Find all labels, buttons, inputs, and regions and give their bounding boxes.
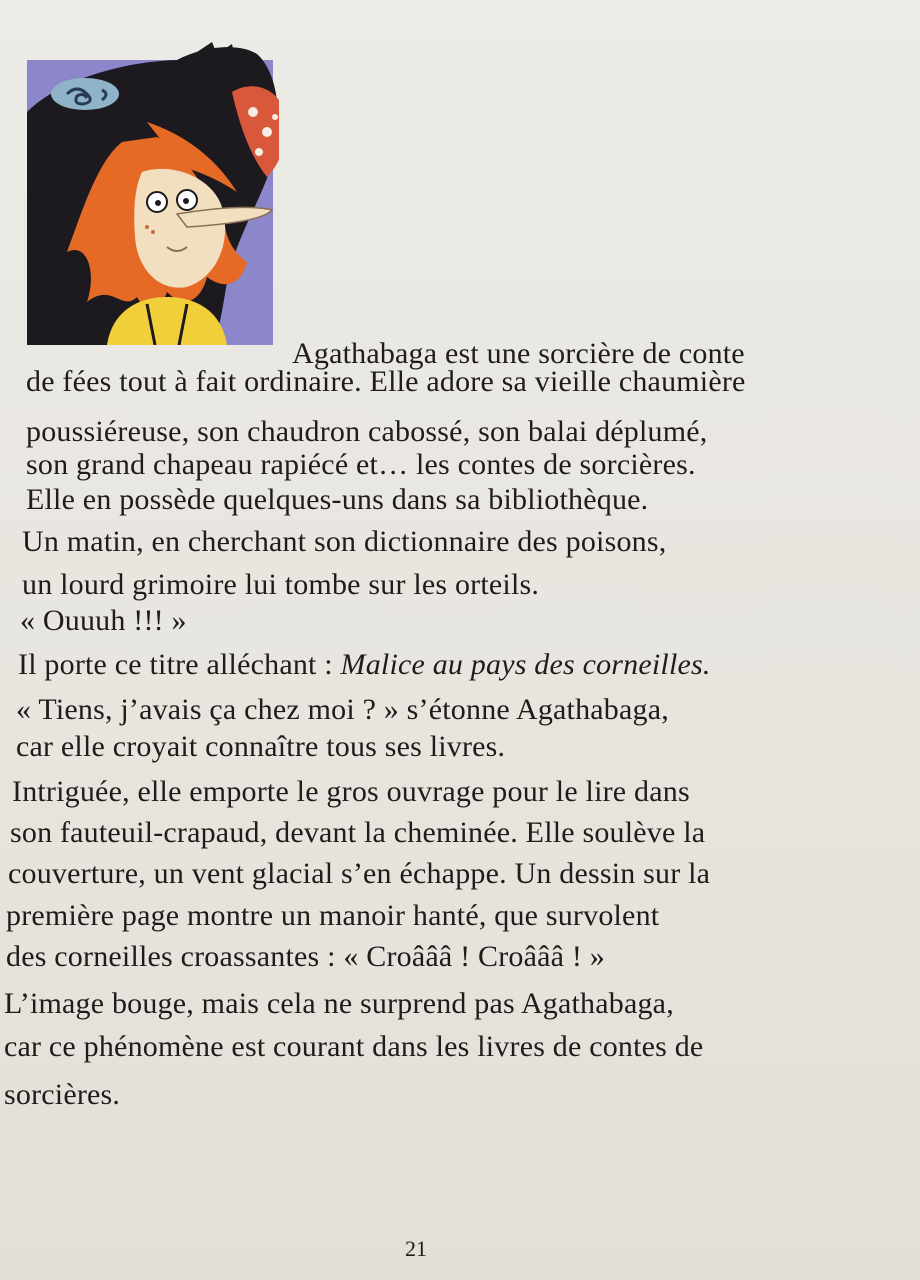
text-line-1: Agathabaga est une sorcière de conte xyxy=(292,337,745,370)
text-line-16: des corneilles croassantes : « Croâââ ! Croâââ ! » xyxy=(6,940,605,973)
text-line-19: sorcières. xyxy=(4,1078,121,1111)
text-line-6: Un matin, en cherchant son dictionnaire des poisons, xyxy=(22,525,667,558)
text-line-18: car ce phénomène est courant dans les livres de contes de xyxy=(4,1030,704,1063)
text-line-4: son grand chapeau rapiécé et… les contes de sorcières. xyxy=(26,448,696,481)
text-line-13: son fauteuil-crapaud, devant la cheminée. Elle soulève la xyxy=(10,816,706,849)
text-line-10: « Tiens, j’avais ça chez moi ? » s’étonne Agathabaga, xyxy=(16,693,669,726)
text-line-3: poussiéreuse, son chaudron cabossé, son balai déplumé, xyxy=(26,415,708,448)
text-line-9 xyxy=(18,648,711,682)
text-line-8: « Ouuuh !!! » xyxy=(20,604,187,637)
text-line-5: Elle en possède quelques-uns dans sa bibliothèque. xyxy=(26,483,649,516)
text-line-12: Intriguée, elle emporte le gros ouvrage pour le lire dans xyxy=(12,775,690,808)
text-line-17: L’image bouge, mais cela ne surprend pas Agathabaga, xyxy=(4,987,674,1020)
text-line-15: première page montre un manoir hanté, que survolent xyxy=(6,899,660,932)
text-line-14: couverture, un vent glacial s’en échappe. Un dessin sur la xyxy=(8,857,711,890)
page-number: 21 xyxy=(405,1236,427,1261)
text-line-7: un lourd grimoire lui tombe sur les orteils. xyxy=(22,568,540,601)
book-title: Malice au pays des corneilles. xyxy=(340,648,711,681)
text-line-2: de fées tout à fait ordinaire. Elle adore sa vieille chaumière xyxy=(26,365,746,398)
text-line-9-lead: Il porte ce titre alléchant : xyxy=(18,648,333,681)
text-line-11: car elle croyait connaître tous ses livres. xyxy=(16,730,506,763)
